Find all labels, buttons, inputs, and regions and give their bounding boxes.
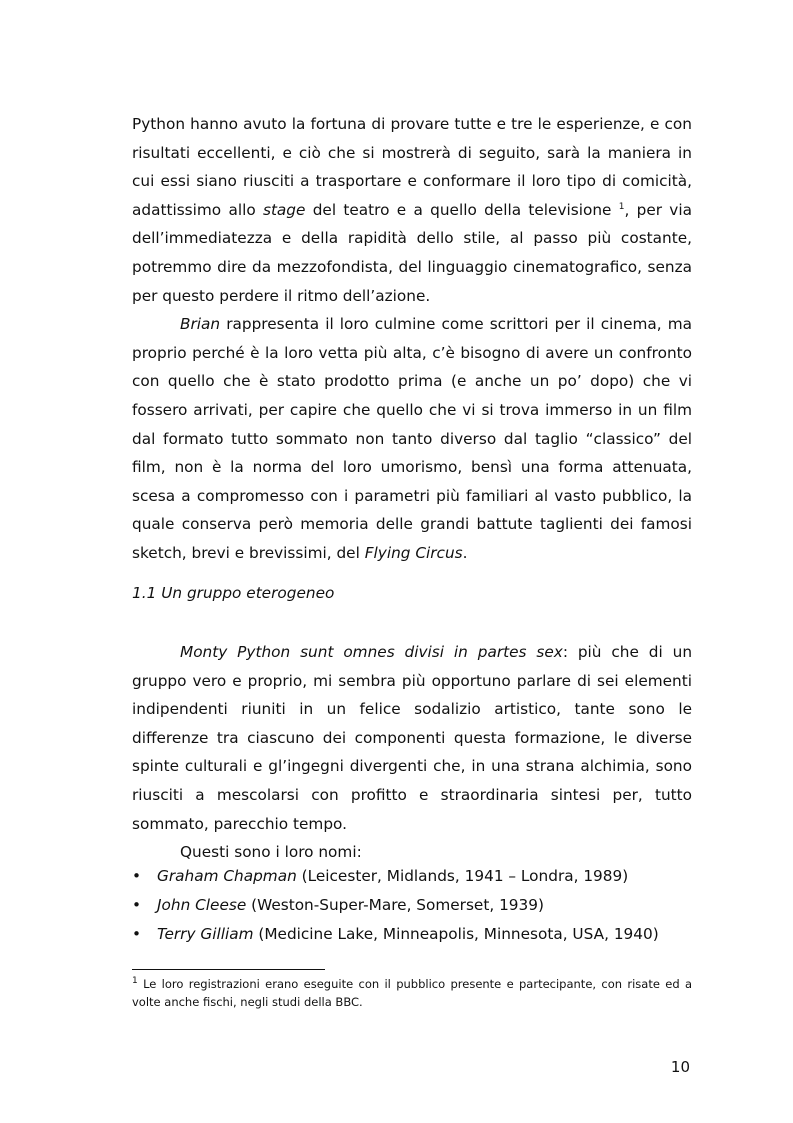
paragraph-2 bbox=[132, 310, 692, 567]
footnote bbox=[132, 975, 692, 1011]
footnote-reference[interactable]: 1 bbox=[618, 201, 625, 212]
list-item bbox=[132, 862, 692, 891]
footnote-text: Le loro registrazioni erano eseguite con il pubblico presente e partecipante, con risate ed a volte anche fischi, negli studi della BBC. bbox=[132, 977, 692, 1009]
member-details: (Medicine Lake, Minneapolis, Minnesota, USA, 1940) bbox=[253, 925, 659, 943]
page-number: 10 bbox=[670, 1058, 690, 1076]
show-title-flying-circus: Flying Circus bbox=[364, 543, 463, 562]
paragraph-1-text-3: , per via dell’immediatezza e della rapidità dello stile, al passo più costante, potremmo dire da mezzofondista, del linguaggio cinematografico, senza per questo perdere il ritmo dell’azione. bbox=[132, 200, 692, 305]
member-name: Terry Gilliam bbox=[157, 925, 254, 943]
paragraph-4: Questi sono i loro nomi: bbox=[180, 843, 362, 862]
member-details: (Weston-Super-Mare, Somerset, 1939) bbox=[246, 896, 544, 914]
list-item bbox=[132, 891, 692, 920]
paragraph-1 bbox=[132, 110, 692, 310]
section-heading: 1.1 Un gruppo eterogeneo bbox=[132, 584, 335, 602]
bullet-icon: • bbox=[132, 867, 142, 885]
latin-phrase: Monty Python sunt omnes divisi in partes sex bbox=[180, 643, 563, 661]
body-text-middle bbox=[132, 638, 692, 867]
member-details: (Leicester, Midlands, 1941 – Londra, 1989) bbox=[296, 867, 629, 885]
body-text-top bbox=[132, 110, 692, 568]
members-list bbox=[132, 862, 692, 949]
paragraph-3-text: : più che di un gruppo vero e proprio, mi sembra più opportuno parlare di sei elementi indipendenti riuniti in un felice sodalizio artistico, tante sono le differenze tra ciascuno dei componenti questa formazione, le diverse spinte culturali e gl’ingegni divergenti che, in una strana alchimia, sono riusciti a mescolarsi con profitto e straordinaria sintesi per, tutto sommato, parecchio tempo. bbox=[132, 643, 693, 833]
member-name: Graham Chapman bbox=[157, 867, 297, 885]
paragraph-1-text: Python hanno avuto la fortuna di provare tutte e tre le esperienze, e con risultati eccellenti, e ciò che si mostrerà di seguito, sarà la maniera in cui essi siano riusciti a trasportare e conformare il loro tipo di comicità, adattissimo allo bbox=[132, 115, 692, 219]
list-item bbox=[132, 920, 692, 949]
member-name: John Cleese bbox=[157, 896, 247, 914]
paragraph-2-end: . bbox=[462, 543, 468, 562]
paragraph-3 bbox=[132, 638, 692, 838]
paragraph-1-text-2: del teatro e a quello della televisione bbox=[305, 200, 619, 219]
film-title-brian: Brian bbox=[180, 315, 221, 334]
bullet-icon: • bbox=[132, 925, 142, 943]
paragraph-2-text: rappresenta il loro culmine come scrittori per il cinema, ma proprio perché è la loro vetta più alta, c’è bisogno di avere un confronto con quello che è stato prodotto prima (e anche un po’ dopo) che vi fossero arrivati, per capire che quello che vi si trova immerso in un film dal formato tutto sommato non tanto diverso dal taglio “classico” del film, non è la norma del loro umorismo, bensì una forma attenuata, scesa a compromesso con i parametri più familiari al vasto pubblico, la quale conserva però memoria delle grandi battute taglienti dei famosi sketch, brevi e brevissimi, del bbox=[132, 315, 692, 562]
footnote-divider bbox=[132, 969, 325, 970]
footnote-marker: 1 bbox=[132, 976, 138, 987]
bullet-icon: • bbox=[132, 896, 142, 914]
stage-term: stage bbox=[262, 200, 306, 219]
